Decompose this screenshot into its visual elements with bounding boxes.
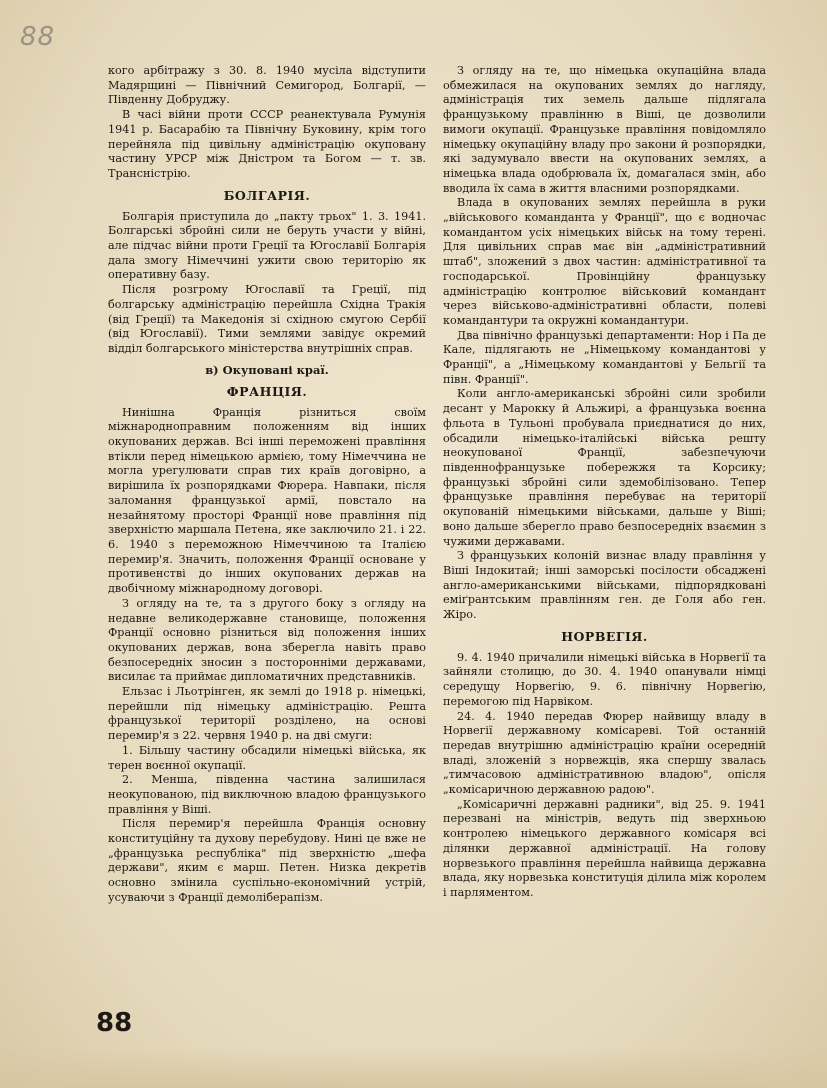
paragraph: Два північно французькі департаменти: Нор і Па де Кале, підлягають не „Німецькому командантові у Франції", а „Німецькому командантові у Бельгії та півн. Франції". (443, 328, 766, 386)
paragraph: Влада в окупованих землях перейшла в руки „військового команданта у Франції", що є водночас командантом усіх німецьких військ на тому терені. Для цивільних справ має він „адміністративний штаб", зложений з двох частин: адміністративної та господарської. Провінційну французьку адміністрацію контролює військовий командант через військово-адміністративні области, полеві командантури та окружні командантури. (443, 196, 766, 327)
paragraph: З огляду на те, та з другого боку з огляду на недавне великодержавне становище, положення Франції основно різниться від положення інших окупованих держав, вона зберегла навіть право безпосередніх зносин з посторонніми державами, висилає та приймає дипломатичних представників. (108, 596, 426, 684)
paragraph: Коли англо-американські збройні сили зробили десант у Марокку й Альжирі, а французька воєнна фльота в Тульоні пробувала приєднатися до них, обсадили німецько-італійські війська решту неокупованої Франції, забезпечуючи південнофранцузьке побережжя та Корсику; французькі збройні сили здемобілізовано. Тепер французьке правління перебуває на території окупованій німецькими військами, дальше у Віші; воно дальше зберегло право безпосередніх взаємин з чужими державами. (443, 387, 766, 548)
paragraph: 2. Менша, південна частина залишилася неокупованою, під виключною владою французького правління у Віші. (108, 773, 426, 816)
paragraph: З французьких колоній визнає владу правління у Віші Індокитай; інші заморські посілости обсаджені англо-американськими військами, підпорядковані еміґрантським правлінням ген. де Голя або ген. Жіро. (443, 549, 766, 622)
paragraph: Нинішна Франція різниться своїм міжнародноправним положенням від інших окупованих держав. Всі інші переможені правління втікли перед німецькою армією, тому Німеччина не могла урегулювати справ тих країв договірно, а вирішила їх розпорядками Фюрера. Навпаки, після заломання французької армії, повстало на незайнятому просторі Франції нове правління під зверхністю маршала Петена, яке заключило 21. і 22. 6. 1940 з переможною Німеччиною та Італією перемир'я. Значить, положення Франції основане у противенстві до інших окупованих держав на двобічному міжнародному договорі. (108, 405, 426, 596)
paragraph: 1. Більшу частину обсадили німецькі війська, як терен воєнної окупації. (108, 743, 426, 772)
paragraph: Ельзас і Льотрінген, як землі до 1918 р. німецькі, перейшли під німецьку адміністрацію. Решта французької території розділено, на основі перемир'я з 22. червня 1940 р. на дві смуги: (108, 685, 426, 743)
right-column (443, 64, 766, 901)
paragraph: В часі війни проти СССР реанектувала Румунія 1941 р. Басарабію та Північну Буковину, крім того перейняла під цивільну адміністрацію окуповану частину УРСР між Дністром та Богом — т. зв. Трансністрію. (108, 108, 426, 180)
section-heading: НОРВЕГІЯ. (561, 628, 648, 644)
paragraph: 9. 4. 1940 причалили німецькі війська в Норвегії та зайняли столицю, до 30. 4. 1940 опанували німці середущу Норвегію, 9. 6. північну Норвегію, перемогою під Нарвіком. (443, 650, 766, 708)
section-heading: БОЛГАРІЯ. (223, 187, 311, 203)
paragraph: Після розгрому Югославії та Греції, під болгарську адміністрацію перейшла Східна Тракія (від Греції) та Македонія зі східною смугою Сербії (від Югославії). Тими землями завідує окремий відділ болгарського міністерства внутрішніх справ. (108, 283, 426, 355)
paragraph: кого арбітражу з 30. 8. 1940 мусіла відступити Мадярщині — Північний Семигород, Болгарії, — Південну Добруджу. (108, 64, 426, 107)
left-column (108, 64, 426, 906)
paragraph: Болгарія приступила до „пакту трьох" 1. 3. 1941. Болгарські збройні сили не беруть участи у війні, але підчас війни проти Греції та Югославії Болгарія дала змогу Німеччині ужити свою територію як оперативну базу. (108, 209, 426, 282)
subsection-heading: в) Окуповані краї. (205, 362, 329, 377)
page-number: 88 (96, 1008, 133, 1038)
paragraph: „Комісаричні державні радники", від 25. 9. 1941 перезвані на міністрів, ведуть під зверхньою контролею німецького державного комісаря всі ділянки державної адміністрації. На голову норвезького правління перейшла найвища державна влада, яку норвезька конституція ділила між королем і парляментом. (443, 797, 766, 899)
page-edge-shading (0, 1048, 827, 1088)
paragraph: З огляду на те, що німецька окупаційна влада обмежилася на окупованих землях до нагляду, адміністрація тих земель дальше підлягала французькому правлінню в Віші, це дозволили вимоги окупації. Французьке правління повідомляло німецьку окупаційну владу про закони й розпорядки, які задумувало ввести на окупованих землях, а німецька влада одобрювала їх, домагалася змін, або вводила їх сама в життя власними розпорядками. (443, 64, 766, 195)
paragraph: 24. 4. 1940 передав Фюрер найвищу владу в Норвегії державному комісареві. Той останній передав внутрішню адміністрацію країни осередній владі, зложеній з норвежців, яка спершу звалась „тимчасовою адміністративною владою", опісля „комісаричною державною радою". (443, 709, 766, 797)
paragraph: Після перемир'я перейшла Франція основну конституційну та духову перебудову. Нині це вже не „французька республіка" під зверхністю „шефа держави", яким є марш. Петен. Низка декретів основно змінила суспільно-економічний устрій, усуваючи з Франції демоліберапізм. (108, 817, 426, 904)
section-heading: ФРАНЦІЯ. (226, 383, 308, 399)
handwritten-page-number: 88 (20, 22, 56, 52)
